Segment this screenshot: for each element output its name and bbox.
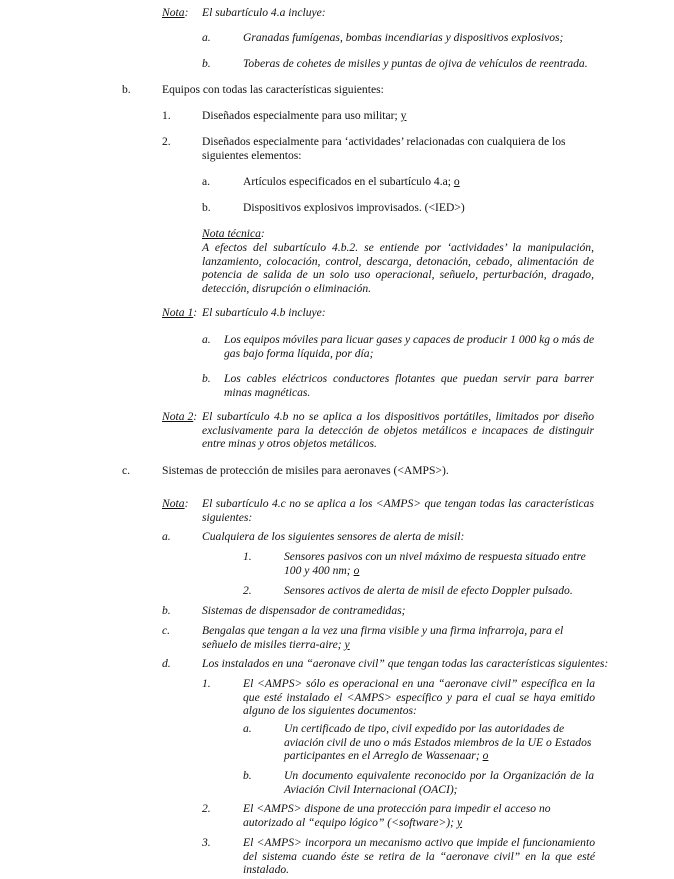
section-c-a-item1-text: Sensores pasivos con un nivel máximo de respuesta situado entre 100 y 400 nm; o xyxy=(284,550,586,577)
section-c-a-letter: a. xyxy=(162,530,171,543)
section-b-item2-sub-b-text: Dispositivos explosivos improvisados. (<IED>) xyxy=(243,201,465,214)
section-c-d-item3-text: El <AMPS> incorpora un mecanismo activo que impide el funcionamiento del sistema cuando éste se retira de la “aeronave civil” en la que esté instalado. xyxy=(243,836,595,877)
section-c-d-item1-sub-b-letter: b. xyxy=(243,769,252,782)
note1-text: El subartículo 4.b incluye: xyxy=(202,306,326,319)
section-c-letter: c. xyxy=(122,464,131,477)
section-b-title: Equipos con todas las características siguientes: xyxy=(162,83,384,96)
section-b-item2-num: 2. xyxy=(162,135,171,148)
note1-item-b-text: Los cables eléctricos conductores flotantes que puedan servir para barrer minas magnéticas. xyxy=(224,372,594,399)
section-c-title: Sistemas de protección de misiles para aeronaves (<AMPS>). xyxy=(162,464,449,477)
note1-item-a-letter: a. xyxy=(202,333,211,346)
section-c-a-item1-num: 1. xyxy=(243,550,252,563)
note2-text: El subartículo 4.b no se aplica a los dispositivos portátiles, limitados por diseño exclusivamente para la detección de objetos metálicos e incapaces de distinguir entre minas y otros objetos metálicos. xyxy=(202,410,594,451)
section-c-a-item2-num: 2. xyxy=(243,584,252,597)
note-4a-text: El subartículo 4.a incluye: xyxy=(202,6,326,19)
section-b-item2-sub-a-text: Artículos especificados en el subartículo 4.a; o xyxy=(243,175,460,188)
section-c-d-item1-num: 1. xyxy=(202,677,211,690)
section-b-item2-sub-b-letter: b. xyxy=(202,201,211,214)
section-c-a-item2-text: Sensores activos de alerta de misil de efecto Doppler pulsado. xyxy=(284,584,573,597)
section-b-item1-text: Diseñados especialmente para uso militar; y xyxy=(202,109,407,122)
section-c-d-letter: d. xyxy=(162,657,171,670)
section-b-item2-sub-a-letter: a. xyxy=(202,175,211,188)
note1-item-b-letter: b. xyxy=(202,372,211,385)
note-4a-item-a-text: Granadas fumígenas, bombas incendiarias y dispositivos explosivos; xyxy=(243,31,564,44)
note-4a-item-b-letter: b. xyxy=(202,57,211,70)
section-c-d-item1-sub-a-text: Un certificado de tipo, civil expedido por las autoridades de aviación civil de uno o más Estados miembros de la UE o Estados participantes en el Arreglo de Wassenaar; o xyxy=(284,722,592,763)
section-c-note-text: El subartículo 4.c no se aplica a los <AMPS> que tengan todas las características siguientes: xyxy=(202,497,594,524)
section-b-letter: b. xyxy=(122,83,131,96)
note1-item-a-text: Los equipos móviles para licuar gases y capaces de producir 1 000 kg o más de gas bajo forma líquida, por día; xyxy=(224,333,595,360)
section-c-c-letter: c. xyxy=(162,624,171,637)
section-c-a-text: Cualquiera de los siguientes sensores de alerta de misil: xyxy=(202,530,465,543)
section-c-d-item3-num: 3. xyxy=(202,836,211,849)
section-c-d-item1-text: El <AMPS> sólo es operacional en una “aeronave civil” específica en la que esté instalado el <AMPS> específico y para el cual se haya emitido alguno de los siguientes documentos: xyxy=(243,677,595,718)
note2-label: Nota 2: xyxy=(162,410,198,423)
section-b-item1-num: 1. xyxy=(162,109,171,122)
section-b-item2-text: Diseñados especialmente para ‘actividades’ relacionadas con cualquiera de los siguientes elementos: xyxy=(202,135,566,162)
section-c-b-text: Sistemas de dispensador de contramedidas; xyxy=(202,604,406,617)
tech-note-title: Nota técnica: xyxy=(202,227,265,240)
section-c-d-text: Los instalados en una “aeronave civil” que tengan todas las características siguientes: xyxy=(202,657,609,670)
section-c-d-item2-text: El <AMPS> dispone de una protección para impedir el acceso no autorizado al “equipo lógico” (<software>); y xyxy=(243,802,551,829)
section-c-note-label: Nota: xyxy=(162,497,189,510)
section-c-b-letter: b. xyxy=(162,604,171,617)
section-c-d-item1-sub-a-letter: a. xyxy=(243,722,252,735)
note1-label: Nota 1: xyxy=(162,306,198,319)
section-c-c-text: Bengalas que tengan a la vez una firma visible y una firma infrarroja, para el señuelo de misiles tierra-aire; y xyxy=(202,624,564,651)
section-c-d-item1-sub-b-text: Un documento equivalente reconocido por la Organización de la Aviación Civil Internacional (OACI); xyxy=(284,769,594,796)
note-4a-label: Nota: xyxy=(162,6,189,19)
tech-note-text: A efectos del subartículo 4.b.2. se entiende por ‘actividades’ la manipulación, lanzamiento, colocación, control, descarga, detonación, cebado, alimentación de potencia de salida de un solo uso operacional, señuelo, perturbación, dragado, detección, disrupción o eliminación. xyxy=(202,241,594,295)
section-c-d-item2-num: 2. xyxy=(202,802,211,815)
note-4a-item-b-text: Toberas de cohetes de misiles y puntas de ojiva de vehículos de reentrada. xyxy=(243,57,588,70)
note-4a-item-a-letter: a. xyxy=(202,31,211,44)
